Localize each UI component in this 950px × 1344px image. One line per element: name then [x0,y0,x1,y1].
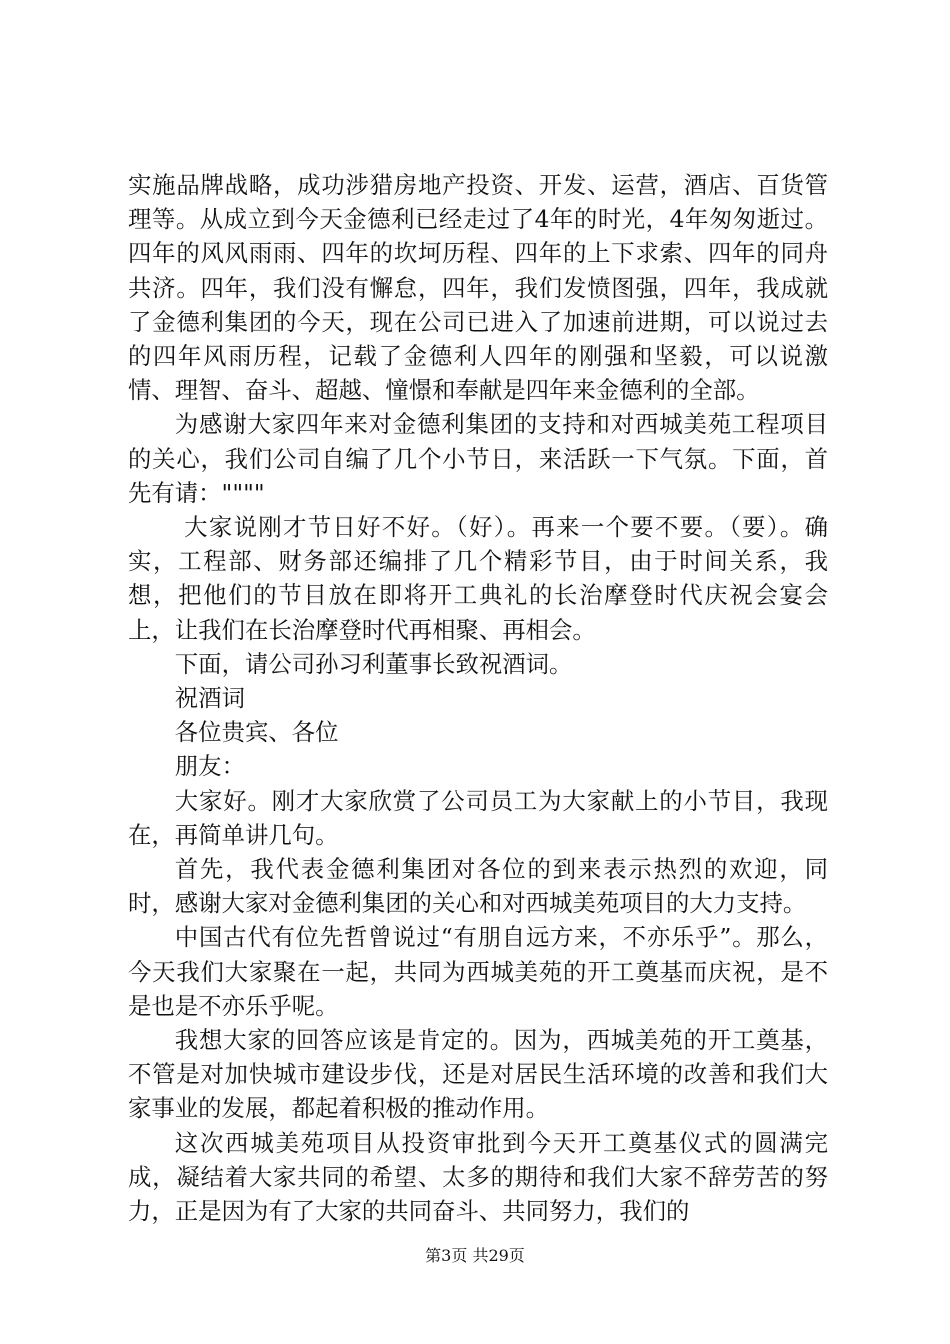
paragraph-2: 为感谢大家四年来对金德利集团的支持和对西城美苑工程项目的关心，我们公司自编了几个小节日，来活跃一下气氛。下面，首先有请："""" [128,410,828,507]
paragraph-8: 我想大家的回答应该是肯定的。因为，西城美苑的开工奠基，不管是对加快城市建设步伐，还是对居民生活环境的改善和我们大家事业的发展，都起着积极的推动作用。 [128,1026,828,1123]
paragraph-6: 首先，我代表金德利集团对各位的到来表示热烈的欢迎，同时，感谢大家对金德利集团的关心和对西城美苑项目的大力支持。 [128,855,828,918]
page-number-footer: 第3页 共29页 [425,1246,525,1265]
paragraph-7: 中国古代有位先哲曾说过“有朋自远方来，不亦乐乎”。那么，今天我们大家聚在一起，共同为西城美苑的开工奠基而庆祝，是不是也是不亦乐乎呢。 [128,923,828,1020]
salutation-line-2: 朋友： [174,752,245,781]
paragraph-9: 这次西城美苑项目从投资审批到今天开工奠基仪式的圆满完成，凝结着大家共同的希望、太多的期待和我们大家不辞劳苦的努力，正是因为有了大家的共同奋斗、共同努力，我们的 [128,1128,828,1226]
paragraph-3: 大家说刚才节日好不好。（好）。再来一个要不要。（要）。确实，工程部、财务部还编排了几个精彩节目，由于时间关系，我想，把他们的节目放在即将开工典礼的长治摩登时代庆祝会宴会上，让我们在长治摩登时代再相聚、再相会。 [128,513,828,644]
section-heading: 祝酒词 [174,684,245,713]
salutation-line-1: 各位贵宾、各位 [174,718,339,747]
paragraph-1: 实施品牌战略，成功涉猎房地产投资、开发、运营，酒店、百货管理等。从成立到今天金德利已经走过了4年的时光，4年匆匆逝过。四年的风风雨雨、四年的坎坷历程、四年的上下求索、四年的同舟共济。四年，我们没有懈怠，四年，我们发愤图强，四年，我成就了金德利集团的今天，现在公司已进入了加速前进期，可以说过去的四年风雨历程，记载了金德利人四年的刚强和坚毅，可以说激情、理智、奋斗、超越、憧憬和奉献是四年来金德利的全部。 [128,171,828,405]
document-body [128,168,828,1228]
paragraph-4: 下面，请公司孙习利董事长致祝酒词。 [174,649,573,678]
paragraph-5: 大家好。刚才大家欣赏了公司员工为大家献上的小节目，我现在，再简单讲几句。 [128,786,828,849]
